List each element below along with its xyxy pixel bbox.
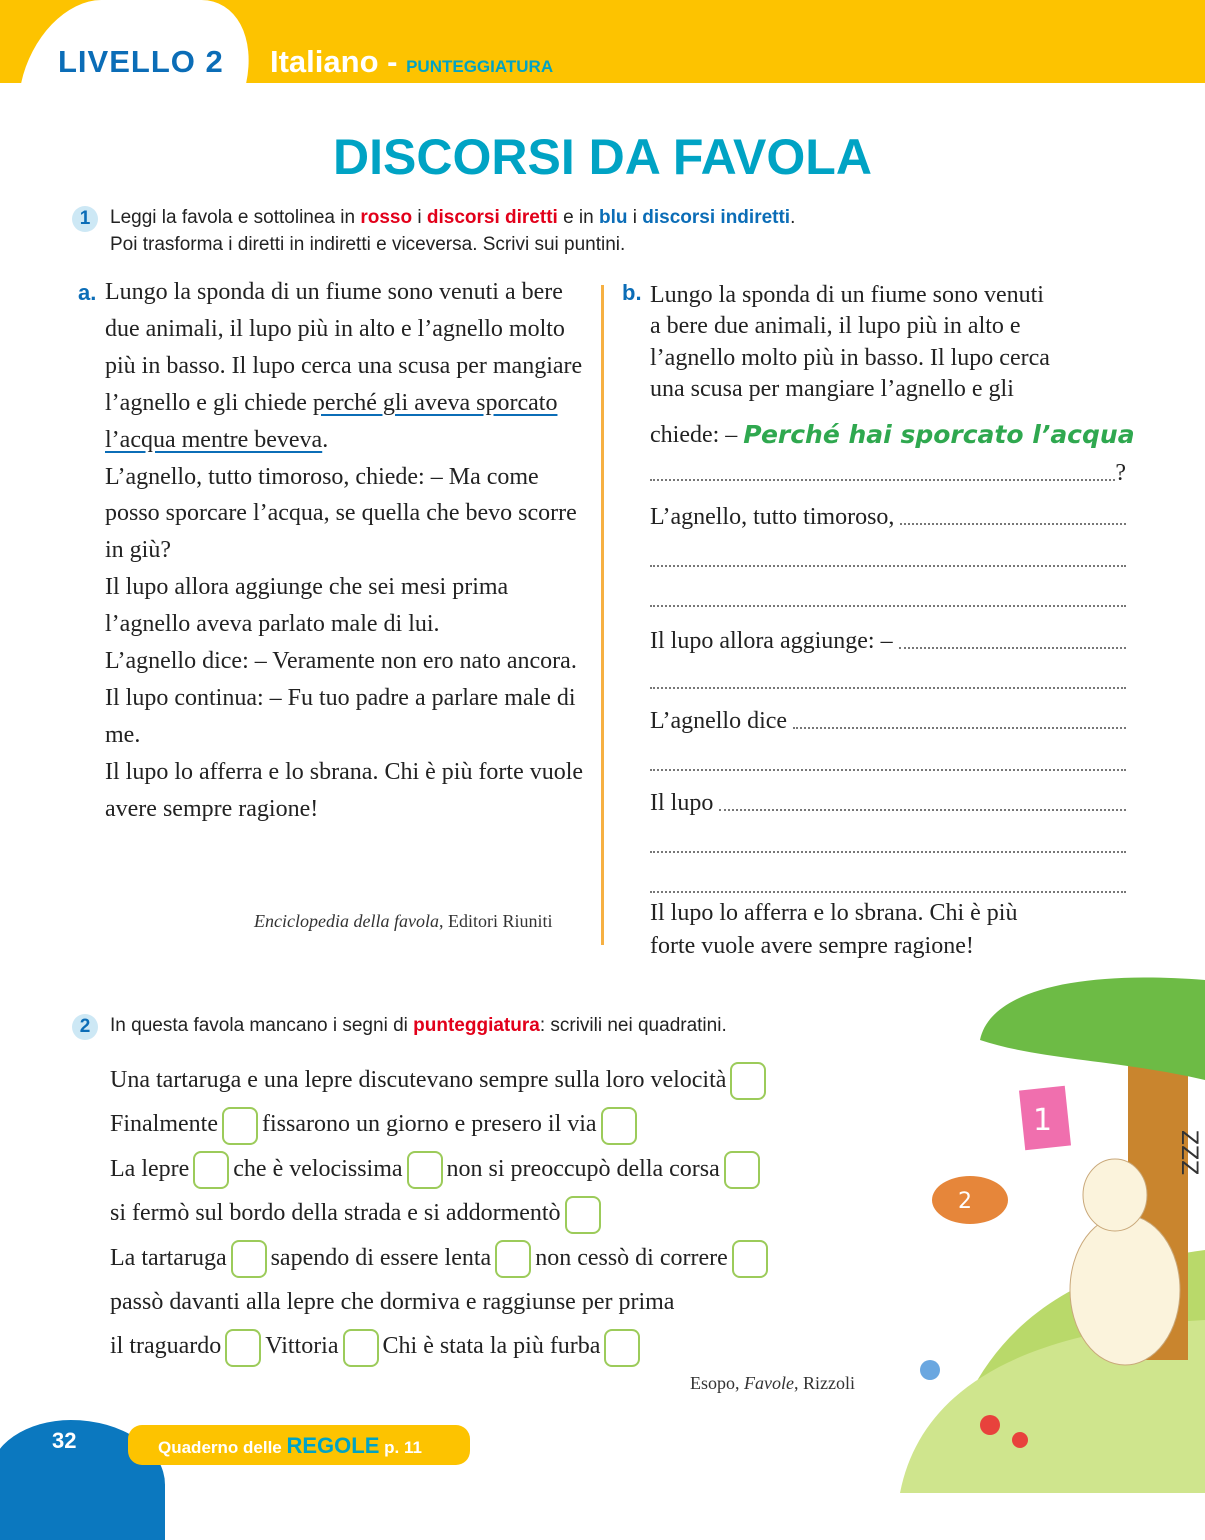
part-b-label: b. bbox=[622, 280, 642, 305]
topic: PUNTEGGIATURA bbox=[406, 57, 554, 76]
answer-line[interactable] bbox=[650, 769, 1126, 771]
flower-icon bbox=[980, 1415, 1000, 1435]
answer-line[interactable] bbox=[650, 851, 1126, 853]
svg-text:2: 2 bbox=[958, 1189, 972, 1214]
fable-text-b: Lungo la sponda di un fiume sono venuti a bere due animali, il lupo più in alto e l’agnello molto più in basso. Il lupo cerca una scusa per mangiare l’agnello e gli chiede: – Perché hai sporcato l’acqua ? L’agnello, tutto timoroso, Il lupo allora aggiunge: – L’agnello dice Il lupo Il lupo lo afferra e lo sbrana. Chi è più forte vuole avere sempre ragione! bbox=[650, 281, 1135, 959]
exercise-line bbox=[110, 1147, 772, 1191]
fable-text-a: Lungo la sponda di un fiume sono venuti a bere due animali, il lupo più in alto e l’agnello molto più in basso. Il lupo cerca una scusa per mangiare l’agnello e gli chiede perché gli aveva sporcato l’acqua mentre beveva. L’agnello, tutto timoroso, chiede: – Ma come posso sporcare l’acqua, se quella che bevo scorre in giù? Il lupo allora aggiunge che sei mesi prima l’agnello aveva parlato male di lui. L’agnello dice: – Veramente non ero nato ancora. Il lupo continua: – Fu tuo padre a parlare male di me. Il lupo lo afferra e lo sbrana. Chi è più forte vuole avere sempre ragione! bbox=[105, 279, 584, 822]
punctuation-exercise bbox=[110, 1058, 772, 1369]
line-text: passò davanti alla lepre che dormiva e raggiunse per prima bbox=[110, 1288, 675, 1315]
answer-line[interactable] bbox=[793, 727, 1126, 729]
line-text: Vittoria bbox=[265, 1333, 339, 1360]
answer-line[interactable] bbox=[650, 565, 1126, 567]
punctuation-box[interactable] bbox=[222, 1107, 258, 1145]
part-a-label: a. bbox=[78, 280, 97, 305]
sleep-icon: ZZZ bbox=[1176, 1130, 1201, 1176]
punctuation-box[interactable] bbox=[495, 1240, 531, 1278]
line-text: non cessò di correre bbox=[535, 1244, 728, 1271]
punctuation-box[interactable] bbox=[231, 1240, 267, 1278]
line-text: si fermò sul bordo della strada e si addormentò bbox=[110, 1200, 561, 1227]
answer-line[interactable] bbox=[650, 479, 1115, 481]
fable-illustration bbox=[900, 970, 1205, 1493]
punctuation-box[interactable] bbox=[565, 1196, 601, 1234]
punctuation-box[interactable] bbox=[730, 1062, 766, 1100]
line-text: Chi è stata la più furba bbox=[382, 1333, 601, 1360]
punctuation-box[interactable] bbox=[604, 1329, 640, 1367]
exercise-line bbox=[110, 1236, 772, 1280]
exercise1-instructions: Leggi la favola e sottolinea in rosso i discorsi diretti e in blu i discorsi indiretti. Poi trasforma i diretti in indiretti e viceversa. Scrivi sui puntini. bbox=[110, 207, 796, 255]
tree-canopy bbox=[980, 978, 1205, 1081]
source-a: Enciclopedia della favola, Editori Riuniti bbox=[254, 911, 553, 931]
line-text: La tartaruga bbox=[110, 1244, 227, 1271]
line-text: La lepre bbox=[110, 1155, 190, 1182]
exercise-line bbox=[110, 1280, 772, 1324]
subject-label bbox=[270, 44, 553, 80]
flower-icon bbox=[920, 1360, 940, 1380]
page-title: DISCORSI DA FAVOLA bbox=[333, 129, 872, 185]
source-2: Esopo, Favole, Rizzoli bbox=[690, 1373, 855, 1393]
line-text: non si preoccupò della corsa bbox=[446, 1155, 720, 1182]
punctuation-box[interactable] bbox=[407, 1151, 443, 1189]
punctuation-box[interactable] bbox=[724, 1151, 760, 1189]
exercise-line bbox=[110, 1324, 772, 1368]
line-text: il traguardo bbox=[110, 1333, 222, 1360]
line-text: Finalmente bbox=[110, 1111, 218, 1138]
line-text: Una tartaruga e una lepre discutevano sempre sulla loro velocità bbox=[110, 1067, 727, 1093]
page-number: 32 bbox=[52, 1428, 77, 1453]
exercise2-instructions: In questa favola mancano i segni di punteggiatura: scrivili nei quadratini. bbox=[110, 1015, 727, 1036]
line-text: che è velocissima bbox=[233, 1155, 403, 1182]
exercise-line bbox=[110, 1102, 772, 1146]
exercise-number: 1 bbox=[72, 206, 98, 232]
punctuation-box[interactable] bbox=[343, 1329, 379, 1367]
punctuation-box[interactable] bbox=[193, 1151, 229, 1189]
punctuation-box[interactable] bbox=[601, 1107, 637, 1145]
svg-text:1: 1 bbox=[1033, 1103, 1053, 1138]
answer-line[interactable] bbox=[650, 687, 1126, 689]
exercise-line bbox=[110, 1058, 772, 1102]
punctuation-box[interactable] bbox=[225, 1329, 261, 1367]
line-text: fissarono un giorno e presero il via bbox=[261, 1111, 597, 1138]
handwritten-answer: Perché hai sporcato l’acqua bbox=[743, 420, 1135, 449]
exercise-line bbox=[110, 1191, 772, 1235]
answer-line[interactable] bbox=[650, 891, 1126, 893]
subject: Italiano - bbox=[270, 44, 398, 79]
rabbit-icon bbox=[1070, 1215, 1180, 1365]
answer-line[interactable] bbox=[899, 647, 1126, 649]
line-text: sapendo di essere lenta bbox=[270, 1244, 492, 1271]
answer-line[interactable] bbox=[900, 523, 1126, 525]
punctuation-box[interactable] bbox=[732, 1240, 768, 1278]
underlined-text: perché gli aveva sporcato l’acqua mentre beveva bbox=[105, 389, 558, 453]
flower-icon bbox=[1012, 1432, 1028, 1448]
answer-line[interactable] bbox=[650, 605, 1126, 607]
rules-reference[interactable]: Quaderno delle REGOLE p. 11 bbox=[128, 1425, 470, 1465]
exercise-number: 2 bbox=[72, 1014, 98, 1040]
answer-line[interactable] bbox=[719, 809, 1126, 811]
level-label: LIVELLO 2 bbox=[58, 44, 224, 79]
column-divider bbox=[601, 285, 604, 945]
